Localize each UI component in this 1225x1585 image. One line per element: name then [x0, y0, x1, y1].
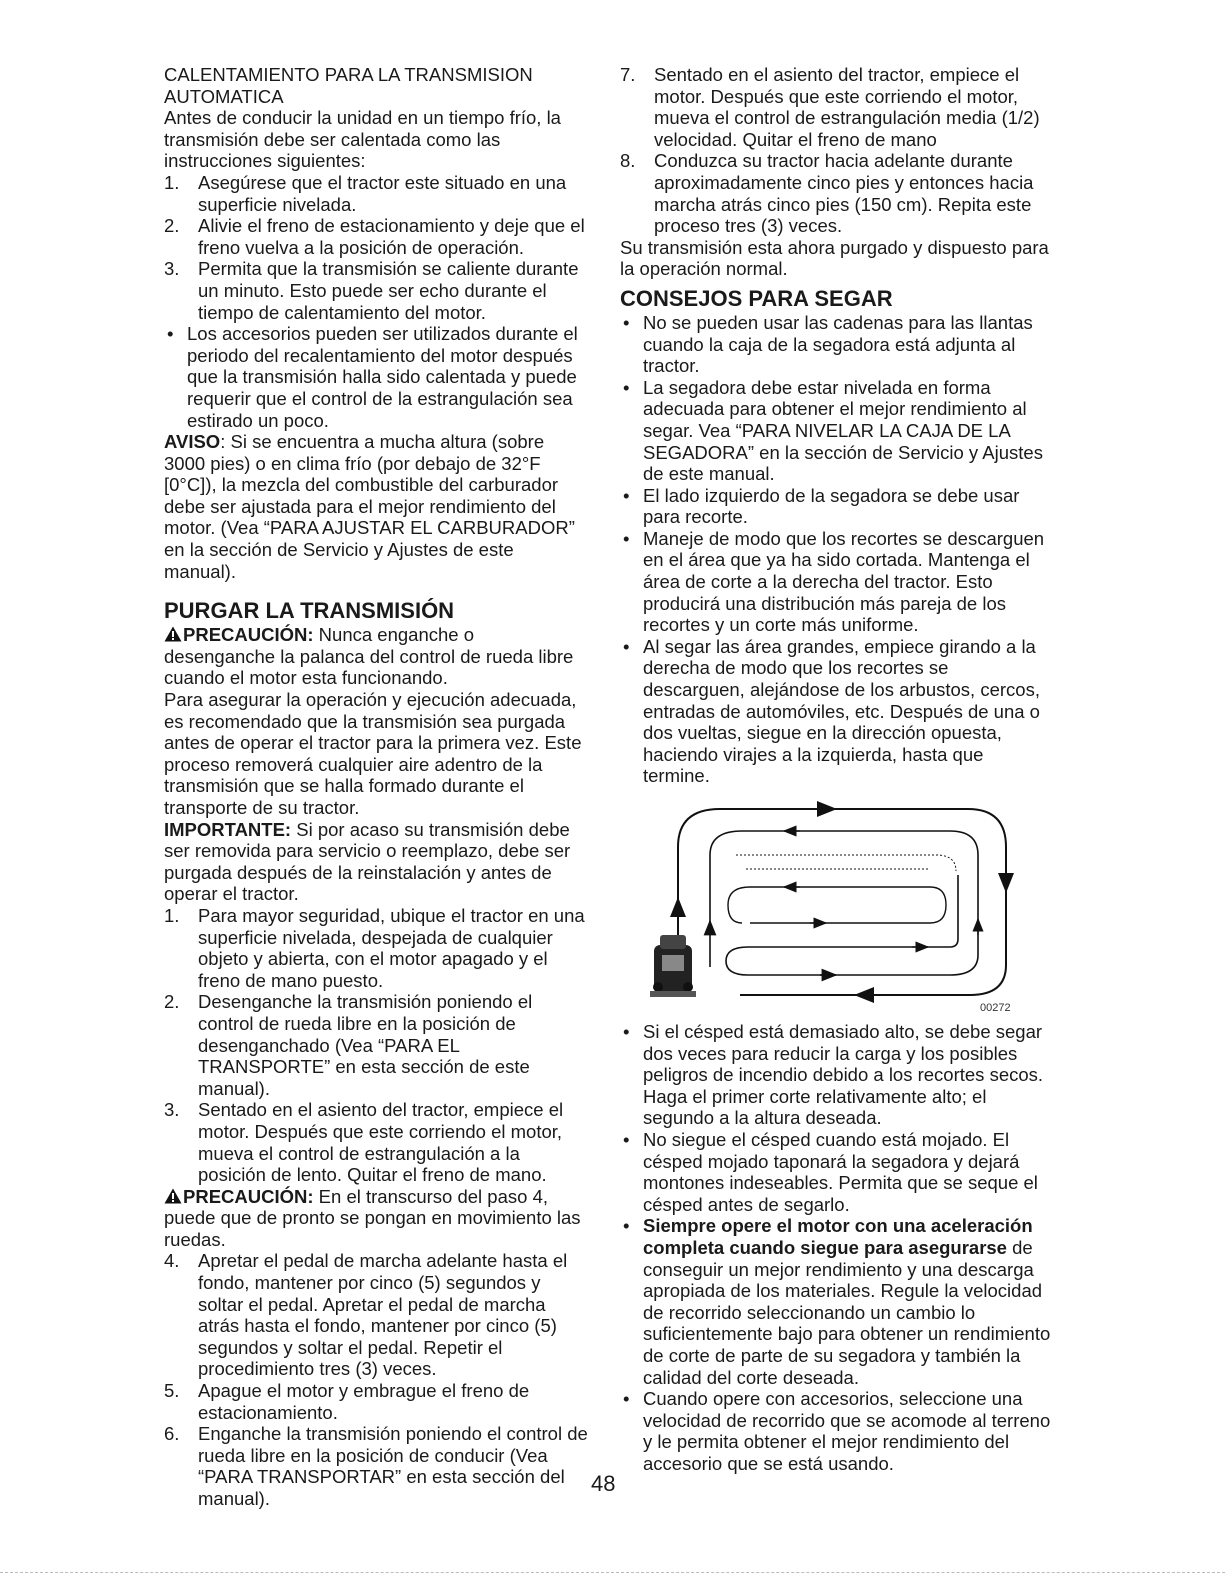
intro-text: Antes de conducir la unidad en un tiempo frío, la transmisión debe ser calentada como las instrucciones siguientes: — [164, 107, 561, 172]
item-number: 3. — [164, 1099, 180, 1121]
mowing-path-icon — [678, 809, 1006, 995]
precaucion-label: PRECAUCIÓN: — [183, 624, 314, 646]
bullet-dot-icon: • — [623, 484, 630, 506]
aviso-text: : Si se encuentra a mucha altura (sobre 3000 pies) o en clima frío (por debajo de 32°F [0°C]), la mezcla del combustible del carburador debe ser ajustada para el mejor rendimiento del motor. (Vea “PARA AJUSTAR EL CARBURADOR” en la sección de Servicio y Ajustes de este manual). — [164, 431, 575, 582]
item-number: 3. — [164, 258, 180, 280]
item-number: 2. — [164, 215, 180, 237]
bullet-item — [620, 312, 1052, 377]
list-item — [164, 258, 590, 323]
item-text: Enganche la transmisión poniendo el control de rueda libre en la posición de conducir (Vea “PARA TRANSPORTAR” en esta sección del manual). — [198, 1423, 588, 1509]
importante-text: Si por acaso su transmisión debe ser removida para servicio o reemplazo, debe ser purgada después de la reinstalación y antes de operar el tractor. — [164, 818, 571, 905]
precaucion-paragraph — [164, 624, 590, 689]
bullet-item — [620, 1215, 1052, 1388]
list-item — [164, 172, 590, 215]
bullet-dot-icon: • — [623, 635, 630, 657]
item-text: Permita que la transmisión se caliente durante un minuto. Esto puede ser echo durante el tiempo de calentamiento del motor. — [198, 258, 579, 323]
list-item — [164, 1423, 590, 1509]
item-text: Sentado en el asiento del tractor, empiece el motor. Después que este corriendo el motor, mueva el control de estrangulación media (1/2) velocidad. Quitar el freno de mano — [654, 64, 1040, 150]
precaucion-text: Nunca enganche o desenganche la palanca del control de rueda libre cuando el motor esta funcionando. — [164, 624, 574, 689]
item-text: Cuando opere con accesorios, seleccione una velocidad de recorrido que se acomode al terreno y le permita obtener el mejor rendimiento del accesorio que se está usando. — [643, 1388, 1051, 1474]
item-number: 7. — [620, 64, 636, 85]
list-item — [164, 905, 590, 991]
item-text: Desenganche la transmisión poniendo el control de rueda libre en la posición de desenganchado (Vea “PARA EL TRANSPORTE” en esta sección de este manual). — [198, 991, 533, 1099]
bullet-dot-icon: • — [167, 323, 174, 345]
item-text: Sentado en el asiento del tractor, empiece el motor. Después que este corriendo el motor, mueva el control de estrangulación a la posición de lento. Quitar el freno de mano. — [198, 1099, 564, 1186]
bullet-dot-icon: • — [623, 1388, 630, 1410]
bullet-item — [620, 528, 1052, 636]
item-number: 4. — [164, 1250, 180, 1272]
item-text: Asegúrese que el tractor este situado en una superficie nivelada. — [198, 171, 567, 215]
item-text: Los accesorios pueden ser utilizados durante el periodo del recalentamiento del motor después que la transmisión halla sido calentada y puede requerir que el control de la estrangulación sea estirado un poco. — [187, 323, 578, 431]
item-number: 8. — [620, 150, 636, 172]
item-number: 6. — [164, 1423, 180, 1445]
item-text: Si el césped está demasiado alto, se debe segar dos veces para reducir la carga y los posibles peligros de incendio debido a los recortes secos. Haga el primer corte relativamente alto; el segundo a la altura deseada. — [643, 1021, 1044, 1129]
bullet-item — [164, 323, 590, 431]
list-item — [164, 1380, 590, 1423]
page-number: 48 — [591, 1471, 616, 1496]
item-text: No se pueden usar las cadenas para las llantas cuando la caja de la segadora está adjunta al tractor. — [643, 311, 1033, 377]
warning-triangle-icon — [164, 1188, 182, 1204]
bottom-divider — [0, 1572, 1225, 1573]
bullet-dot-icon: • — [623, 1021, 630, 1042]
figure-code: 00272 — [980, 1002, 1011, 1014]
list-item — [164, 991, 590, 1099]
item-text: La segadora debe estar nivelada en forma adecuada para obtener el mejor rendimiento al segar. Vea “PARA NIVELAR LA CAJA DE LA SEGADORA” en la sección de Servicio y Ajustes de este manual. — [643, 376, 1043, 485]
item-text: Para mayor seguridad, ubique el tractor en una superficie nivelada, despejada de cualquier objeto y abierta, con el motor apagado y el freno de mano puesto. — [198, 904, 585, 991]
item-number: 1. — [164, 171, 180, 193]
list-item — [164, 215, 590, 258]
item-text: No siegue el césped cuando está mojado. El césped mojado taponará la segadora y dejará montones indeseables. Permita que se seque el césped antes de segarlo. — [643, 1128, 1038, 1215]
item-number: 2. — [164, 991, 180, 1013]
warning-triangle-icon — [164, 626, 182, 642]
heading-line: AUTOMATICA — [164, 85, 284, 107]
list-item — [620, 150, 1052, 236]
bullet-dot-icon: • — [623, 1215, 630, 1237]
list-item — [164, 1250, 590, 1380]
right-column — [620, 64, 1052, 1474]
list-item — [164, 1099, 590, 1185]
list-item — [620, 64, 1052, 150]
bullet-item — [620, 377, 1052, 485]
bullet-dot-icon: • — [623, 311, 630, 333]
precaucion-text: En el transcurso del paso 4, puede que de pronto se pongan en movimiento las ruedas. — [164, 1185, 581, 1250]
mower-tractor-icon — [650, 935, 696, 997]
precaucion-label: PRECAUCIÓN: — [183, 1185, 314, 1207]
heading-purgar: PURGAR LA TRANSMISIÓN — [164, 598, 455, 624]
aviso-paragraph — [164, 431, 590, 582]
bullet-dot-icon: • — [623, 527, 630, 549]
item-number: 1. — [164, 904, 180, 926]
item-text: Maneje de modo que los recortes se descarguen en el área que ya ha sido cortada. Mantenga el área de corte a la derecha del tractor. Esto producirá una distribución más pareja de los recortes y un corte más uniforme. — [643, 527, 1045, 636]
importante-paragraph — [164, 819, 590, 905]
precaucion-paragraph — [164, 1186, 590, 1251]
item-text: Al segar las área grandes, empiece girando a la derecha de modo que los recortes se descarguen, alejándose de los arbustos, cercos, entradas de automóviles, etc. Después de una o dos vueltas, siegue en la dirección opuesta, haciendo virajes a la izquierda, hasta que termine. — [643, 635, 1040, 787]
mowing-pattern-diagram — [650, 795, 1020, 1015]
purge-paragraph: Para asegurar la operación y ejecución adecuada, es recomendado que la transmisión sea purgada antes de operar el tractor para la primera vez. Este proceso removerá cualquier aire adentro de la transmisión que se halla formado durante el transporte de su tractor. — [164, 689, 582, 818]
item-number: 5. — [164, 1380, 180, 1402]
item-text: Alivie el freno de estacionamiento y deje que el freno vuelva a la posición de operación. — [198, 215, 585, 258]
item-text: de conseguir un mejor rendimiento y una descarga apropiada de los materiales. Regule la velocidad de recorrido seleccionando un cambio lo suficientemente bajo para obtener un rendimiento de corte de parte de su segadora y también la calidad del corte deseada. — [643, 1236, 1051, 1388]
item-text: Apague el motor y embrague el freno de estacionamiento. — [198, 1380, 530, 1423]
bullet-item — [620, 1021, 1052, 1129]
left-column — [164, 64, 590, 1510]
bullet-item — [620, 485, 1052, 528]
heading-line: CALENTAMIENTO PARA LA TRANSMISION — [164, 64, 533, 85]
bullet-dot-icon: • — [623, 1128, 630, 1150]
bullet-item — [620, 1129, 1052, 1215]
item-text: Apretar el pedal de marcha adelante hasta el fondo, mantener por cinco (5) segundos y soltar el pedal. Apretar el pedal de marcha atrás hasta el fondo, mantener por cinco (5) segundos y soltar el pedal. Repetir el procedimiento tres (3) veces. — [198, 1250, 568, 1380]
heading-consejos: CONSEJOS PARA SEGAR — [620, 285, 893, 311]
closing-text: Su transmisión esta ahora purgado y dispuesto para la operación normal. — [620, 236, 1049, 280]
bold-emphasis: Siempre opere el motor con una aceleración completa cuando siegue para asegurarse — [643, 1215, 1033, 1258]
bullet-dot-icon: • — [623, 376, 630, 398]
bullet-item — [620, 636, 1052, 787]
item-text: Conduzca su tractor hacia adelante durante aproximadamente cinco pies y entonces hacia marcha atrás cinco pies (150 cm). Repita este proceso tres (3) veces. — [654, 150, 1034, 237]
aviso-label: AVISO — [164, 431, 221, 453]
item-text: El lado izquierdo de la segadora se debe usar para recorte. — [643, 484, 1020, 528]
heading-calentamiento — [164, 64, 590, 107]
importante-label: IMPORTANTE: — [164, 818, 292, 840]
bullet-item — [620, 1388, 1052, 1474]
